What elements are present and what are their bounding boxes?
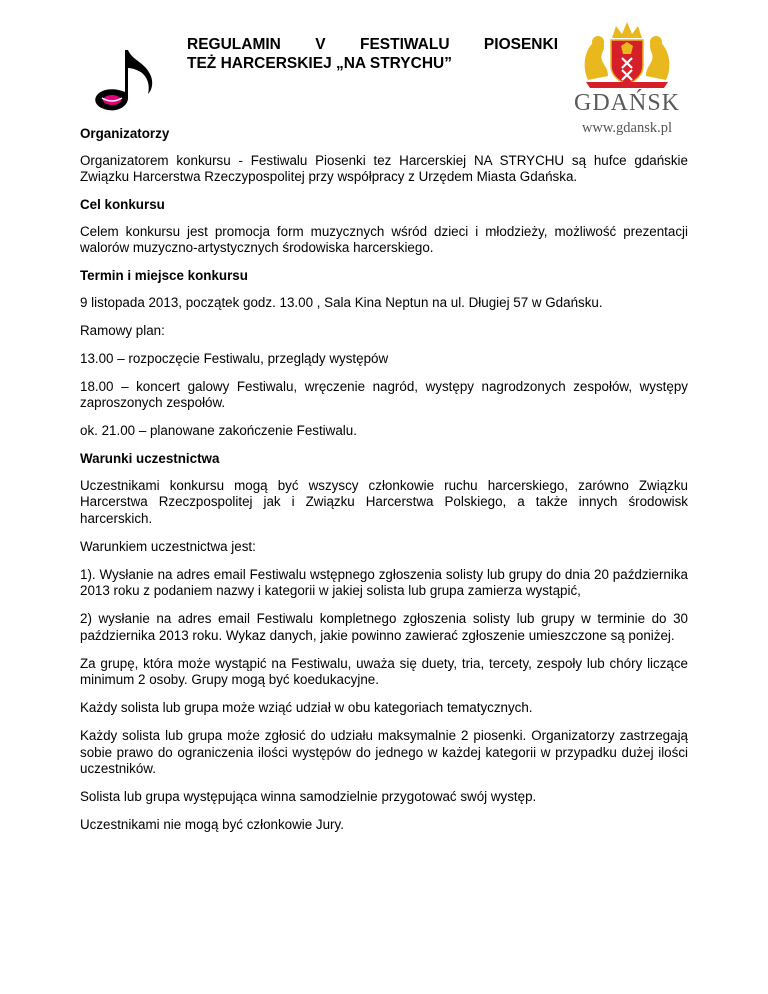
- plan-item: 13.00 – rozpoczęcie Festiwalu, przeglądy występów: [80, 350, 389, 366]
- gdansk-logo: [568, 20, 686, 138]
- plan-item: ok. 21.00 – planowane zakończenie Festiwalu.: [80, 423, 357, 438]
- paragraph-condition: Każdy solista lub grupa może wziąć udział w obu kategoriach tematycznych.: [80, 700, 533, 715]
- plan-item: 18.00 – koncert galowy Festiwalu, wręczenie nagród, występy nagrodzonych zespołów, występy zaproszonych zespołów.: [80, 378, 688, 410]
- paragraph-goal: Celem konkursu jest promocja form muzycznych wśród dzieci i młodzieży, możliwość prezentacji walorów muzyczno-artystycznych środowiska harcerskiego.: [80, 223, 688, 255]
- title-line-1: REGULAMIN V FESTIWALU PIOSENKI: [187, 36, 558, 53]
- music-note-icon: [88, 46, 174, 116]
- gdansk-coat-of-arms-icon: [568, 20, 686, 90]
- section-heading-organizers: Organizatorzy: [80, 126, 170, 141]
- paragraph-conditions-intro: Uczestnikami konkursu mogą być wszyscy członkowie ruchu harcerskiego, zarówno Związku Harcerstwa Rzeczpospolitej jak i Związku Harcerstwa Polskiego, a także innych środowisk harcerskich.: [80, 477, 688, 526]
- paragraph-condition: Każdy solista lub grupa może zgłosić do udziału maksymalnie 2 piosenki. Organizatorzy zastrzegają sobie prawo do ograniczenia ilości występów do jednego w każdej kategorii w przypadku dużej ilości uczestników.: [80, 728, 688, 776]
- logo-wordmark: GDAŃSK: [573, 90, 680, 116]
- paragraph-condition: Za grupę, która może wystąpić na Festiwalu, uważa się duety, tria, tercety, zespoły lub chóry liczące minimum 2 osoby. Grupy mogą być koedukacyjne.: [80, 655, 688, 687]
- section-heading-time-place: Termin i miejsce konkursu: [80, 268, 248, 283]
- paragraph-condition: 1). Wysłanie na adres email Festiwalu wstępnego zgłoszenia solisty lub grupy do dnia 20 października 2013 roku z podaniem nazwy i kategorii w jakiej solista lub grupa zamierza wystąpić,: [80, 566, 688, 598]
- paragraph-condition: 2) wysłanie na adres email Festiwalu kompletnego zgłoszenia solisty lub grupy w terminie do 30 października 2013 roku. Wykaz danych, jakie powinno zawierać zgłoszenie umieszczone są poniżej.: [80, 611, 688, 643]
- title-line-2: TEŻ HARCERSKIEJ „NA STRYCHU”: [187, 55, 452, 72]
- section-heading-goal: Cel konkursu: [80, 197, 165, 212]
- paragraph-plan-label: Ramowy plan:: [80, 322, 165, 338]
- paragraph-condition: Uczestnikami nie mogą być członkowie Jury.: [80, 817, 344, 832]
- paragraph-time-place: 9 listopada 2013, początek godz. 13.00 , Sala Kina Neptun na ul. Długiej 57 w Gdańsku.: [80, 294, 603, 310]
- logo-url: www.gdansk.pl: [581, 120, 673, 136]
- section-heading-conditions: Warunki uczestnictwa: [80, 451, 220, 466]
- paragraph-condition: Solista lub grupa występująca winna samodzielnie przygotować swój występ.: [80, 789, 537, 804]
- document-title: [187, 35, 558, 73]
- paragraph-organizers: Organizatorem konkursu - Festiwalu Piosenki tez Harcerskiej NA STRYCHU są hufce gdańskie Związku Harcerstwa Rzeczypospolitej przy współpracy z Urzędem Miasta Gdańska.: [80, 152, 688, 184]
- paragraph-requirement-label: Warunkiem uczestnictwa jest:: [80, 538, 256, 554]
- document-body: [80, 126, 688, 845]
